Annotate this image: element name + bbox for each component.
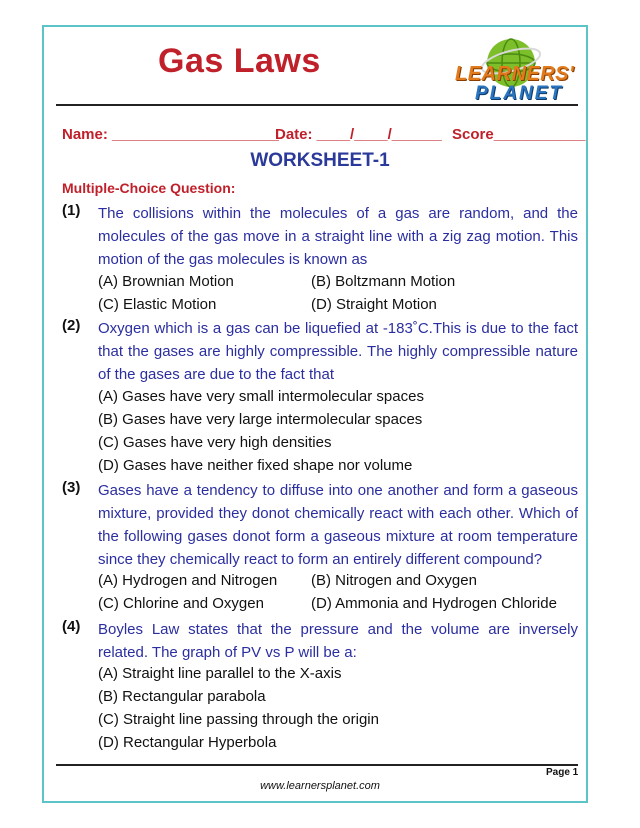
question-number: (2)	[62, 317, 81, 334]
question-text: Oxygen which is a gas can be liquefied at -183˚C.This is due to the fact that the gases are highly compressible. The highly compressible nature of the gases are due to the fact that	[98, 320, 578, 383]
name-field[interactable]: Name: ____________________	[62, 126, 279, 143]
option-a: (A) Straight line parallel to the X-axis	[98, 665, 342, 682]
question-text: Gases have a tendency to diffuse into one another and form a gaseous mixture, provided they donot chemically react with each other. Which of the following gases donot form a gaseous mixture at room temperature since they chemically react to form an entirely different compound?	[98, 482, 578, 568]
learners-planet-logo	[445, 33, 575, 103]
logo-text-learners: LEARNERS'	[455, 63, 575, 85]
question-number: (1)	[62, 202, 81, 219]
worksheet-title: WORKSHEET-1	[250, 150, 390, 171]
option-d: (D) Straight Motion	[311, 296, 437, 313]
option-b: (B) Nitrogen and Oxygen	[311, 572, 477, 589]
date-field[interactable]: Date: ____/____/______	[275, 126, 442, 143]
option-b: (B) Gases have very large intermolecular spaces	[98, 411, 423, 428]
option-b: (B) Boltzmann Motion	[311, 273, 456, 290]
score-field[interactable]: Score___________	[452, 126, 586, 143]
option-a: (A) Brownian Motion	[98, 273, 234, 290]
option-c: (C) Elastic Motion	[98, 296, 217, 313]
option-d: (D) Gases have neither fixed shape nor volume	[98, 457, 413, 474]
page-title: Gas Laws	[158, 42, 321, 80]
page-number: Page 1	[546, 767, 579, 778]
question-number: (4)	[62, 618, 81, 635]
option-a: (A) Gases have very small intermolecular spaces	[98, 388, 424, 405]
option-c: (C) Gases have very high densities	[98, 434, 332, 451]
option-c: (C) Straight line passing through the origin	[98, 711, 379, 728]
option-b: (B) Rectangular parabola	[98, 688, 266, 705]
option-d: (D) Rectangular Hyperbola	[98, 734, 277, 751]
question-text: The collisions within the molecules of a gas are random, and the molecules of the gas move in a straight line with a zig zag motion. This motion of the gas molecules is known as	[98, 205, 578, 268]
footer-divider	[56, 764, 578, 766]
header-divider	[56, 104, 578, 106]
question-number: (3)	[62, 479, 81, 496]
logo-text-planet: PLANET	[475, 83, 563, 104]
section-title: Multiple-Choice Question:	[62, 180, 236, 196]
option-a: (A) Hydrogen and Nitrogen	[98, 572, 278, 589]
website-link[interactable]: www.learnersplanet.com	[260, 780, 380, 792]
option-c: (C) Chlorine and Oxygen	[98, 595, 264, 612]
question-text: Boyles Law states that the pressure and the volume are inversely related. The graph of PV vs P will be a:	[98, 621, 578, 661]
option-d: (D) Ammonia and Hydrogen Chloride	[311, 595, 557, 612]
